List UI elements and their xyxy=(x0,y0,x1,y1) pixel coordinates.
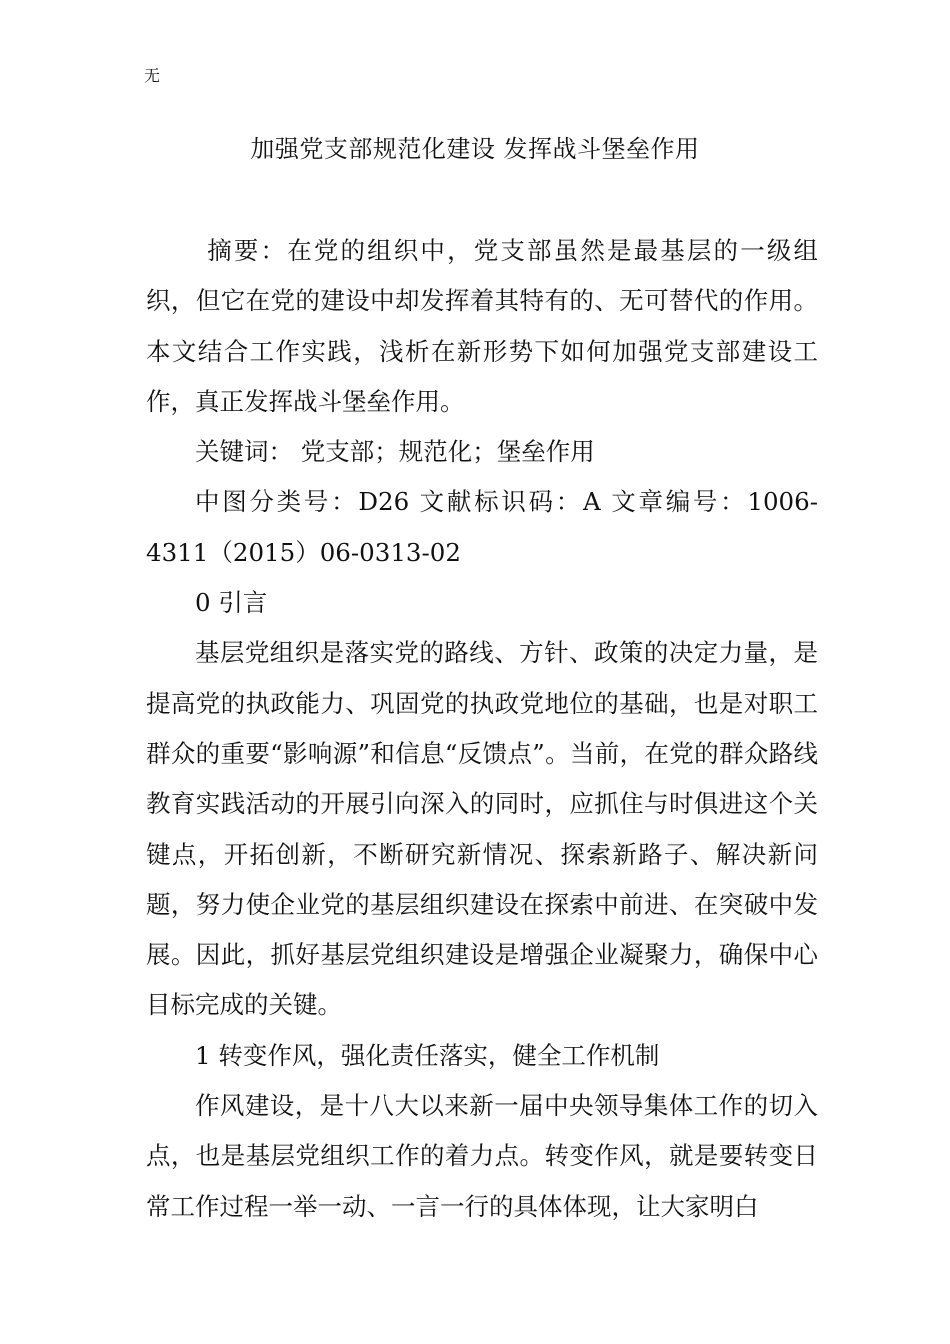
keywords-line: 关键词： 党支部；规范化；堡垒作用 xyxy=(195,437,595,467)
section-heading-intro: 0 引言 xyxy=(195,588,268,618)
document-body xyxy=(146,226,818,1232)
body-paragraph: 作风建设，是十八大以来新一届中央领导集体工作的切入点，也是基层党组织工作的着力点。转变作风，就是要转变日常工作过程一举一动、一言一行的具体体现，让大家明白 xyxy=(146,1091,818,1221)
section-heading-1: 1 转变作风，强化责任落实，健全工作机制 xyxy=(195,1040,660,1070)
header-mark: 无 xyxy=(144,66,161,85)
document-title: 加强党支部规范化建设 发挥战斗堡垒作用 xyxy=(250,135,700,163)
abstract-paragraph: 摘要：在党的组织中，党支部虽然是最基层的一级组织，但它在党的建设中却发挥着其特有的、无可替代的作用。本文结合工作实践，浅析在新形势下如何加强党支部建设工作，真正发挥战斗堡垒作用。 xyxy=(146,236,818,416)
classification-line: 中图分类号：D26 文献标识码：A 文章编号：1006-4311（2015）06-0313-02 xyxy=(146,487,818,567)
body-paragraph: 基层党组织是落实党的路线、方针、政策的决定力量，是提高党的执政能力、巩固党的执政党地位的基础，也是对职工群众的重要“影响源”和信息“反馈点”。当前，在党的群众路线教育实践活动的开展引向深入的同时，应抓住与时俱进这个关键点，开拓创新，不断研究新情况、探索新路子、解决新问题，努力使企业党的基层组织建设在探索中前进、在突破中发展。因此，抓好基层党组织建设是增强企业凝聚力，确保中心目标完成的关键。 xyxy=(146,638,818,1020)
